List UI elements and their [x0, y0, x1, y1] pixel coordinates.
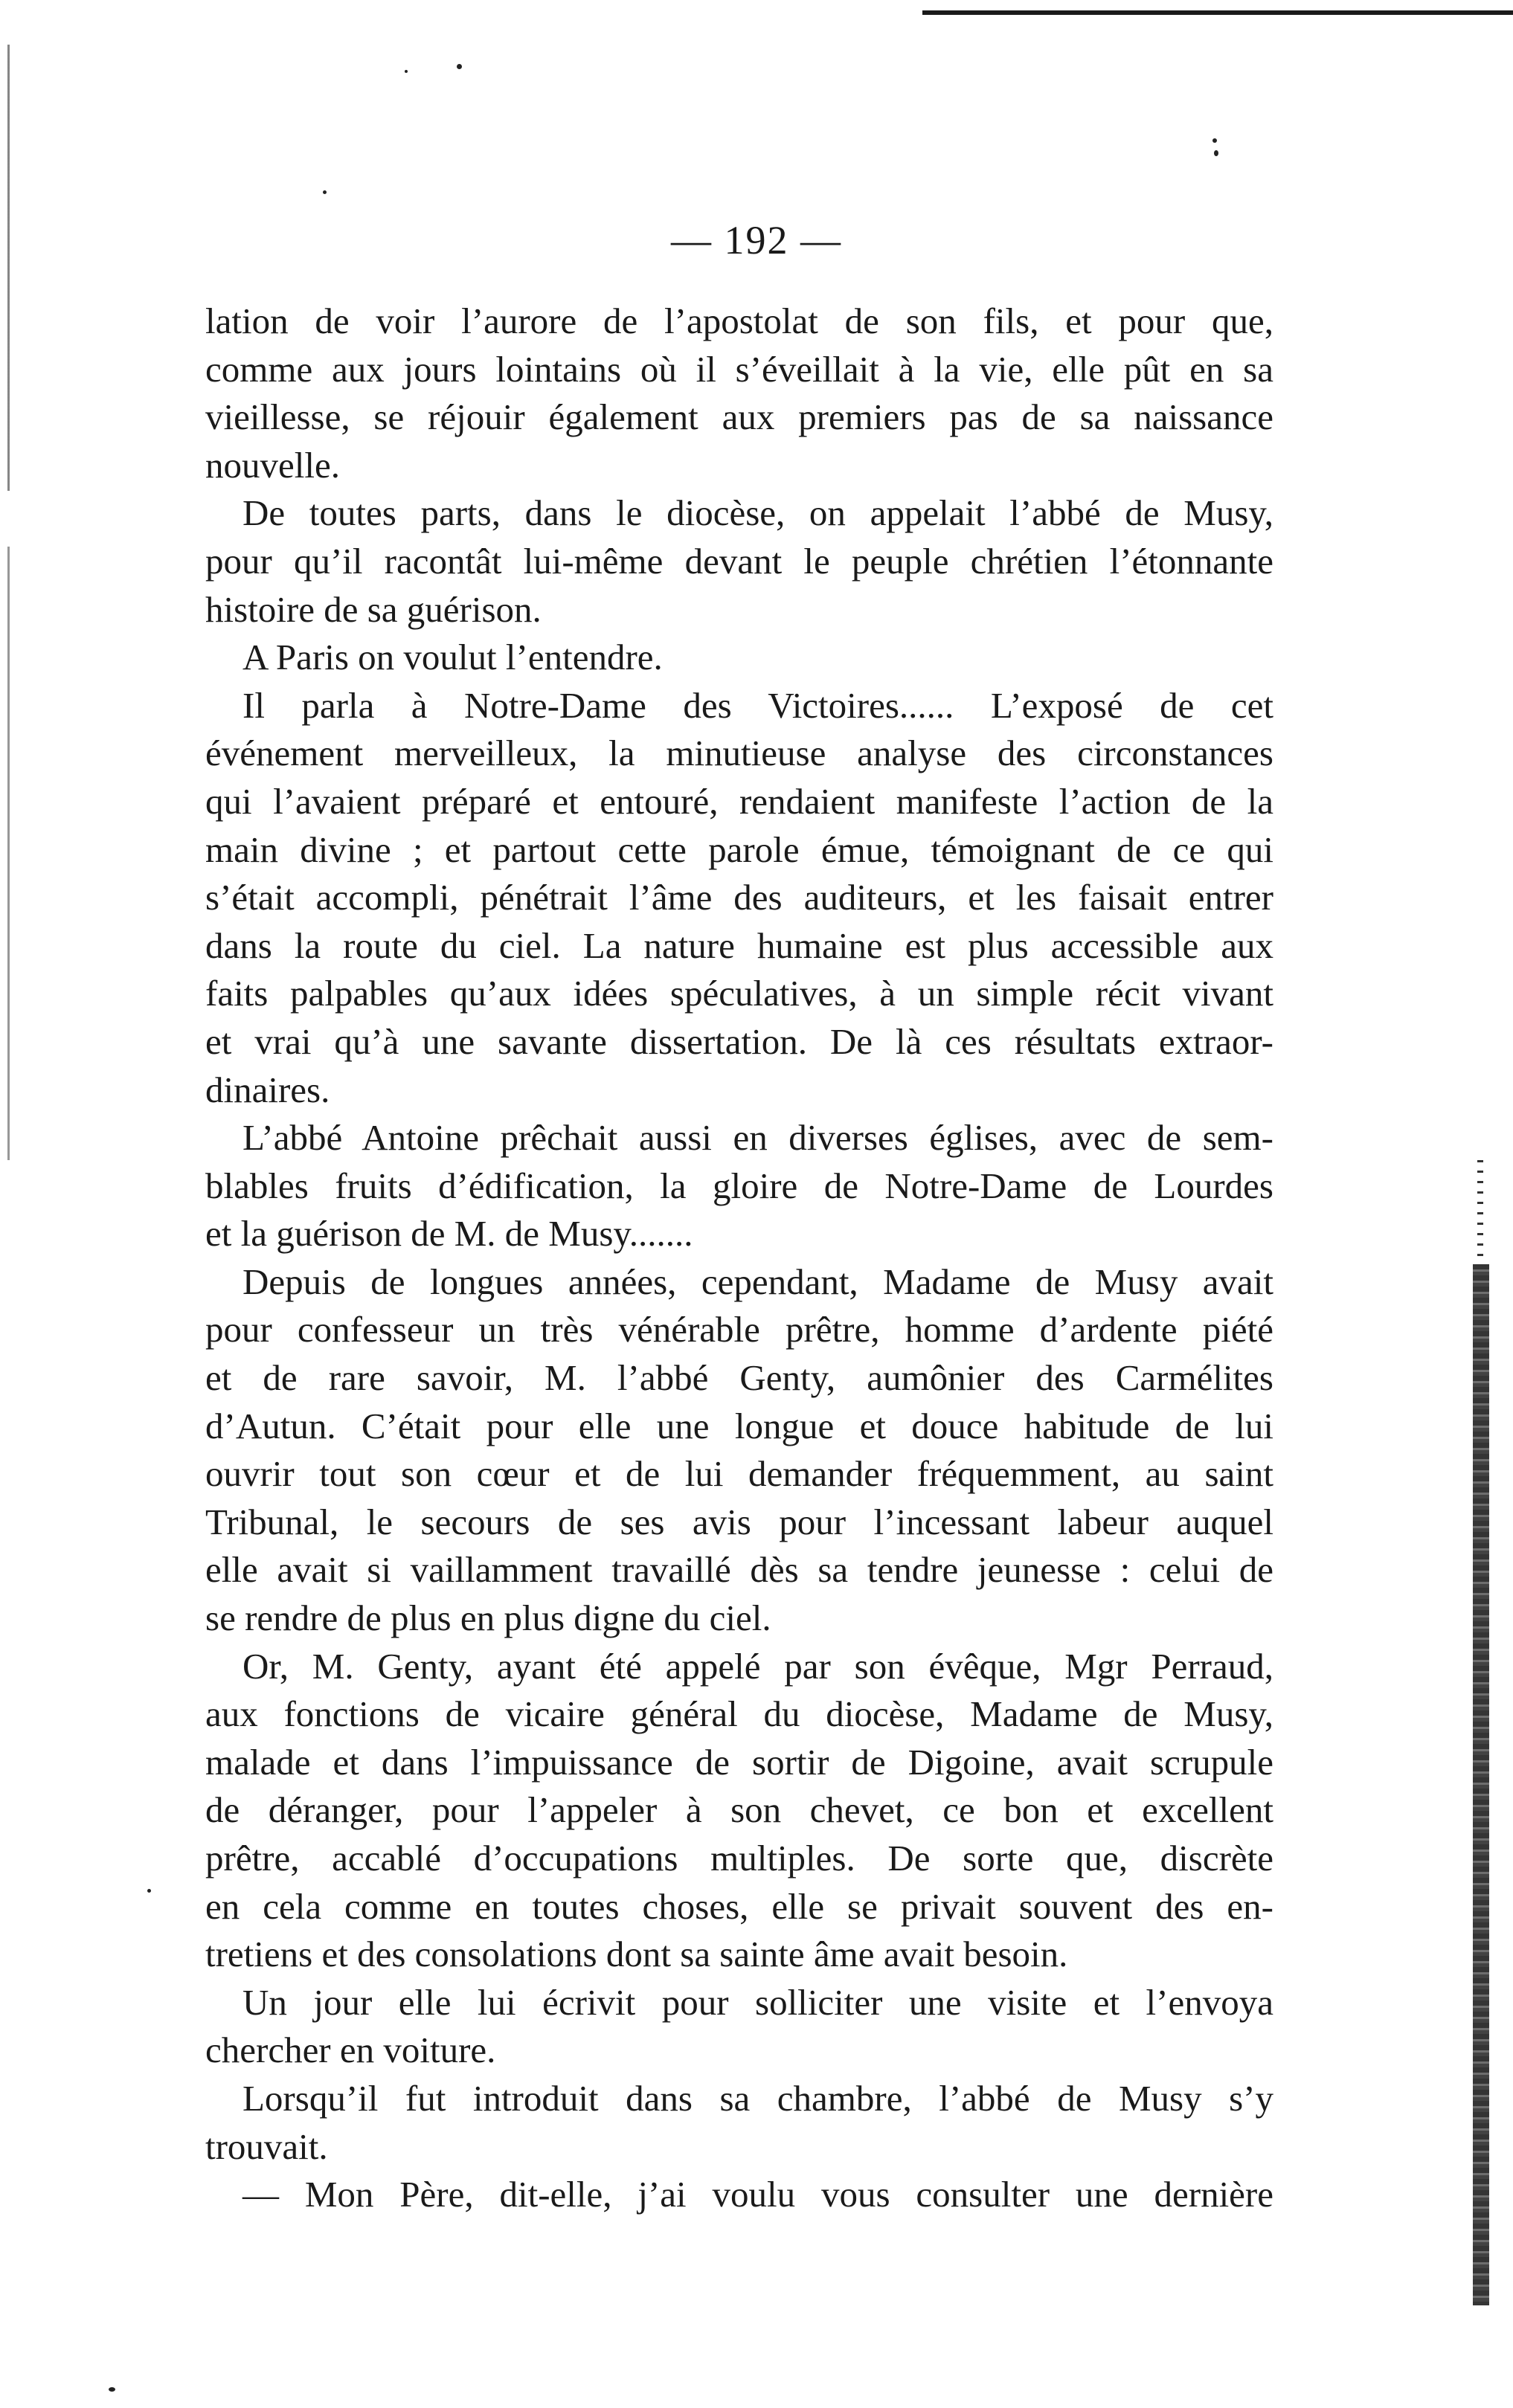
body-text: [205, 297, 1273, 2219]
text-line: Or, M. Genty, ayant été appelé par son évêque, Mgr Perraud,: [242, 1645, 1273, 1687]
text-line: De toutes parts, dans le diocèse, on appelait l’abbé de Musy,: [242, 492, 1273, 534]
text-line: histoire de sa guérison.: [205, 588, 542, 630]
text-line: tretiens et des consolations dont sa sainte âme avait besoin.: [205, 1934, 1068, 1975]
text-line: dans la route du ciel. La nature humaine est plus accessible aux: [205, 924, 1273, 966]
text-line: se rendre de plus en plus digne du ciel.: [205, 1597, 771, 1639]
text-line: et la guérison de M. de Musy.......: [205, 1213, 693, 1255]
text-line: Depuis de longues années, cependant, Madame de Musy avait: [242, 1261, 1273, 1302]
text-line: pour qu’il racontât lui-même devant le peuple chrétien l’étonnante: [205, 540, 1273, 582]
text-line: Lorsqu’il fut introduit dans sa chambre, l’abbé de Musy s’y: [242, 2077, 1273, 2119]
text-line: s’était accompli, pénétrait l’âme des auditeurs, et les faisait entrer: [205, 877, 1273, 918]
text-line: d’Autun. C’était pour elle une longue et douce habitude de lui: [205, 1405, 1273, 1446]
text-line: et de rare savoir, M. l’abbé Genty, aumônier des Carmélites: [205, 1357, 1273, 1399]
text-line: blables fruits d’édification, la gloire de Notre-Dame de Lourdes: [205, 1165, 1273, 1206]
scan-speck: [323, 190, 327, 194]
page-number: — 192 —: [671, 218, 842, 263]
text-line: prêtre, accablé d’occupations multiples. De sorte que, discrète: [205, 1838, 1273, 1879]
text-line: chercher en voiture.: [205, 2029, 496, 2071]
scan-left-edge: [7, 45, 10, 1160]
text-line: dinaires.: [205, 1069, 330, 1110]
scan-speck: [1212, 138, 1217, 143]
text-line: lation de voir l’aurore de l’apostolat de son fils, et pour que,: [205, 300, 1273, 341]
text-line: — Mon Père, dit-elle, j’ai voulu vous consulter une dernière: [242, 2174, 1273, 2215]
scan-speck: [147, 1889, 151, 1893]
text-line: faits palpables qu’aux idées spéculatives, à un simple récit vivant: [205, 973, 1273, 1014]
text-line: vieillesse, se réjouir également aux premiers pas de sa naissance: [205, 396, 1273, 438]
text-line: ouvrir tout son cœur et de lui demander fréquemment, au saint: [205, 1453, 1273, 1495]
text-line: main divine ; et partout cette parole émue, témoignant de ce qui: [205, 828, 1273, 870]
text-line: comme aux jours lointains où il s’éveillait à la vie, elle pût en sa: [205, 348, 1273, 390]
scan-edge-rule: [922, 10, 1513, 15]
text-line: Il parla à Notre-Dame des Victoires...... L’exposé de cet: [242, 684, 1273, 726]
scan-speck: [1214, 150, 1218, 156]
text-line: qui l’avaient préparé et entouré, rendaient manifeste l’action de la: [205, 780, 1273, 822]
text-line: événement merveilleux, la minutieuse analyse des circonstances: [205, 733, 1273, 774]
scan-speck: [109, 2387, 115, 2392]
text-line: nouvelle.: [205, 444, 340, 486]
text-line: Un jour elle lui écrivit pour solliciter une visite et l’envoya: [242, 1981, 1273, 2023]
text-line: et vrai qu’à une savante dissertation. De là ces résultats extraor-: [205, 1020, 1273, 1062]
text-line: elle avait si vaillamment travaillé dès sa tendre jeunesse : celui de: [205, 1549, 1273, 1591]
text-line: pour confesseur un très vénérable prêtre, homme d’ardente piété: [205, 1309, 1273, 1351]
scan-speck: [457, 64, 462, 69]
text-line: Tribunal, le secours de ses avis pour l’incessant labeur auquel: [205, 1501, 1273, 1542]
text-line: malade et dans l’impuissance de sortir de Digoine, avait scrupule: [205, 1741, 1273, 1783]
text-line: de déranger, pour l’appeler à son chevet, ce bon et excellent: [205, 1789, 1273, 1831]
scan-right-edge-marks: [1477, 1160, 1483, 1264]
scan-speck: [405, 70, 408, 73]
scan-right-edge: [1473, 1264, 1489, 2305]
text-line: en cela comme en toutes choses, elle se privait souvent des en-: [205, 1885, 1273, 1927]
text-line: L’abbé Antoine prêchait aussi en diverses églises, avec de sem-: [242, 1117, 1273, 1159]
text-line: trouvait.: [205, 2125, 328, 2167]
text-line: aux fonctions de vicaire général du diocèse, Madame de Musy,: [205, 1693, 1273, 1735]
text-line: A Paris on voulut l’entendre.: [242, 637, 663, 678]
